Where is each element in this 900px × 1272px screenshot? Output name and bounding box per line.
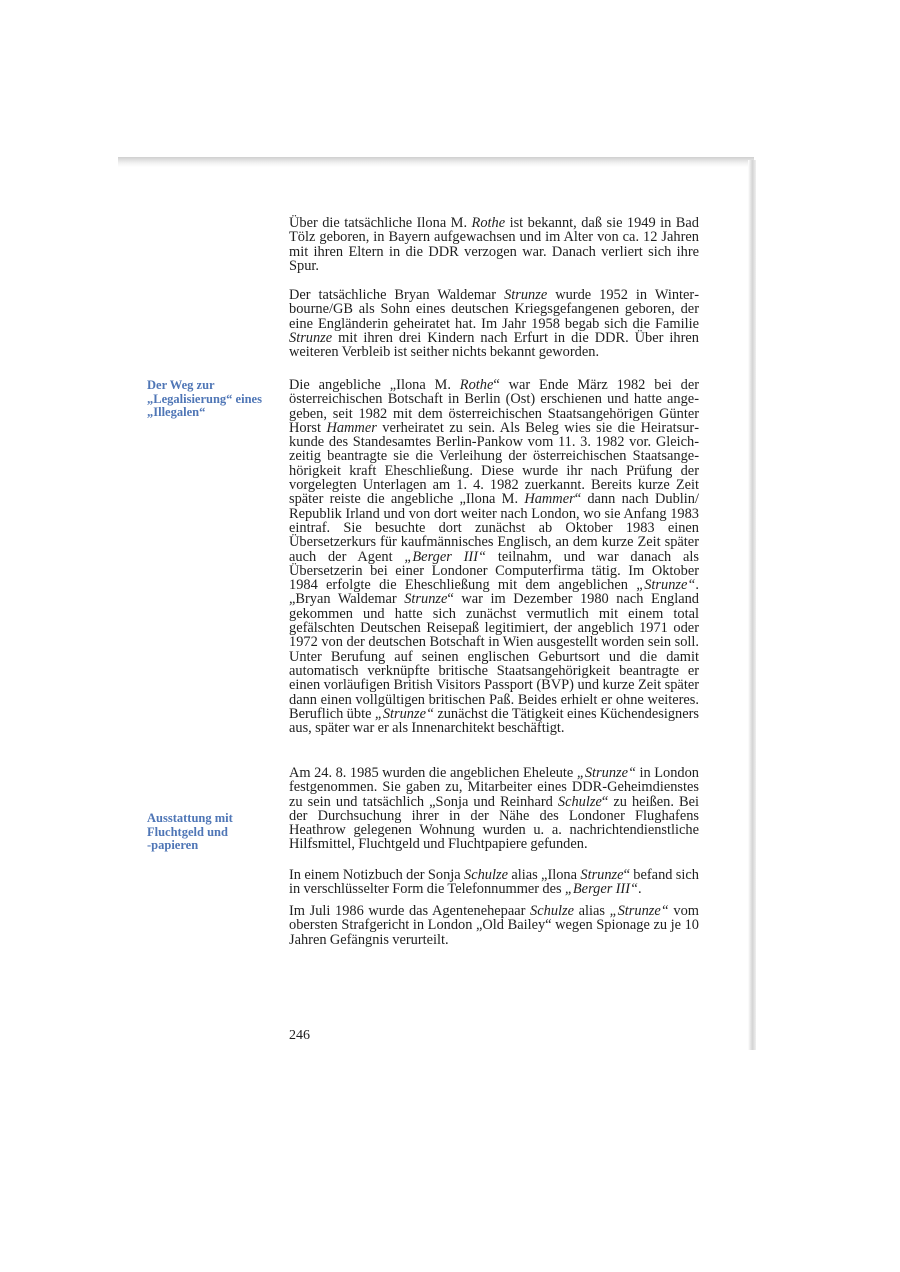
text-run: ist bekannt, daß sie 1949 in Bad Tölz geboren, in Bayern aufgewachsen und im Alter von ca. 12 Jahren mit ihren Eltern in die DDR verzogen war. Danach verliert sich ihre Spur. [289,215,699,274]
italic-name: „Strunze“ [609,903,669,919]
italic-name: Strunze [404,591,448,608]
body-paragraph-4 [289,766,699,852]
text-run: mit ihren drei Kindern nach Erfurt in die DDR. Über ihren weiteren Verbleib ist seither nichts bekannt geworden. [289,329,699,361]
body-paragraph-6 [289,904,699,947]
italic-name: „Strunze“ [636,577,696,594]
text-run: “ war Ende März 1982 bei der österreichischen Botschaft in Berlin (Ost) erschienen und hatte angegeben, seit 1982 mit dem österreichischen Staatsangehörigen Günter Horst [289,377,699,436]
margin-note-line: Der Weg zur [147,378,215,392]
text-run: alias [574,903,610,919]
text-run: Über die tatsächliche Ilona M. [289,215,472,231]
text-run: In einem Notizbuch der Sonja [289,867,465,883]
margin-note-line: -papieren [147,838,199,852]
text-run: teilnahm, und war danach als Übersetzerin bei einer Londoner Computerfirma tätig. Im Oktober 1984 erfolgte die Eheschließung mit dem angeblichen [289,548,699,594]
italic-name: „Berger III“ [404,548,487,565]
text-run: “ war im Dezember 1980 nach England gekommen und hatte sich zunächst vermutlich mit einem total gefälschten Deutschen Reisepaß legitimiert, der angeblich 1971 oder 1972 von der deutschen Botschaft in Wien ausgestellt worden sein soll. Unter Berufung auf seinen englischen Geburtsort und die damit automatisch verknüpfte britische Staatsangehörigkeit beantragte er einen vorläufigen British Visitors Passport (BVP) und kurze Zeit später dann einen vollgültigen britischen Paß. Beides erhielt er ohne weiteres. Beruflich übte [289,591,699,722]
margin-note-line: „Legalisierung“ eines [147,391,262,406]
italic-name: „Strunze“ [576,765,637,781]
page-number: 246 [289,1028,310,1043]
italic-name: Schulze [530,903,575,919]
italic-name: Strunze [580,867,624,883]
body-paragraph-5 [289,868,699,897]
margin-note-line: Ausstattung mit [147,811,233,825]
italic-name: Rothe [471,215,506,231]
italic-name: Hammer [326,419,377,436]
text-run: alias „Ilona [507,867,581,883]
text-run: “ befand sich in verschlüsselter Form die Telefonnummer des [289,867,699,898]
page-edge-shadow-top [118,157,754,167]
italic-name: „Berger III“ [564,881,638,898]
margin-note-line: Fluchtgeld und [147,824,228,839]
body-paragraph-1 [289,216,699,273]
text-run: Die angebliche „Ilona M. [289,377,460,393]
body-paragraph-2 [289,288,699,359]
margin-note-1 [147,379,267,420]
italic-name: „Strunze“ [374,705,434,722]
body-paragraph-3 [289,378,699,735]
italic-name: Strunze [289,329,333,346]
text-run: . [638,881,642,898]
text-run: Im Juli 1986 wurde das Agentenehepaar [289,903,531,919]
margin-note-line: „Illegalen“ [147,405,206,419]
text-run: zunächst die Tätigkeit eines Küchendesigners aus, später war er als Innenarchitekt beschäftigt. [289,705,699,737]
text-run: Der tatsächliche Bryan Waldemar [289,287,505,303]
italic-name: Schulze [557,793,602,810]
text-run: verheiratet zu sein. Als Beleg wies sie die Heiratsurkunde des Standesamtes Berlin-Pankow vom 11. 3. 1982 vor. Gleichzeitig beantragte sie die Verleihung der österreichischen Staatsangehörigkeit kraft Eheschließung. Diese wurde ihr nach Prüfung der vorgelegten Unterlagen am 1. 4. 1982 zuerkannt. Bereits kurze Zeit später reiste die angebliche „Ilona M. [289,419,699,508]
text-run: . „Bryan Waldemar [289,577,699,608]
italic-name: Schulze [464,867,508,883]
page-edge-shadow-right [748,160,756,1050]
italic-name: Strunze [504,287,548,303]
italic-name: Hammer [524,491,575,508]
text-run: “ dann nach Dublin/ Republik Irland und von dort weiter nach London, wo sie Anfang 1983 eintraf. Sie besuchte dort zunächst ab Oktober 1983 einen Übersetzerkurs für kaufmännisches Englisch, an dem kurze Zeit später auch der Agent [289,491,699,565]
text-run: vom obersten Strafgericht in London „Old Bailey“ wegen Spionage zu je 10 Jahren Gefängnis verurteilt. [289,903,699,948]
margin-note-2 [147,812,267,853]
text-run: in London festgenommen. Sie gaben zu, Mitarbeiter eines DDR-Geheimdienstes zu sein und tatsächlich „Sonja und Reinhard [289,765,699,810]
text-run: “ zu heißen. Bei der Durchsuchung ihrer in der Nähe des Londoner Flughafens Heathrow gelegenen Wohnung wurden u. a. nachrichtendienstliche Hilfsmittel, Fluchtgeld und Fluchtpapiere gefunden. [289,793,700,853]
italic-name: Rothe [459,377,494,393]
text-run: wurde 1952 in Winterbourne/GB als Sohn eines deutschen Kriegsgefangenen geboren, der eine Engländerin geheiratet hat. Im Jahr 1958 begab sich die Familie [289,287,699,332]
text-run: Am 24. 8. 1985 wurden die angeblichen Eheleute [289,765,577,781]
